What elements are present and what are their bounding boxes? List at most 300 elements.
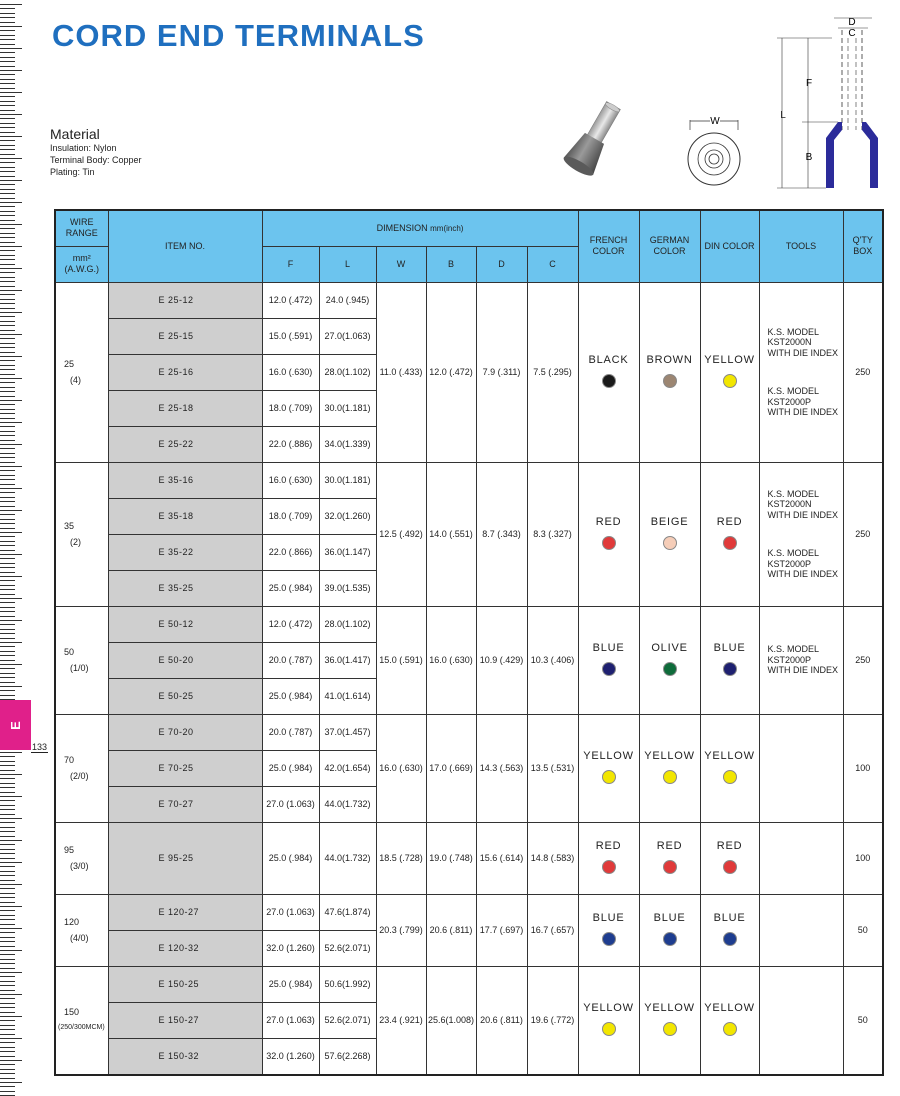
ruler-tick — [0, 822, 15, 823]
ruler-tick — [0, 576, 22, 577]
ruler-tick — [0, 105, 15, 106]
ruler-tick — [0, 690, 15, 691]
ruler-tick — [0, 1069, 15, 1070]
wire-range-cell — [55, 282, 108, 462]
ruler-tick — [0, 158, 22, 159]
ruler-tick — [0, 167, 15, 168]
tools-line: KST2000P — [767, 396, 812, 407]
ruler-tick — [0, 827, 15, 828]
ruler-tick — [0, 378, 22, 379]
ruler-tick — [0, 277, 15, 278]
ruler-tick — [0, 8, 15, 9]
ruler-tick — [0, 299, 15, 300]
ruler-tick — [0, 330, 15, 331]
ruler-tick — [0, 118, 15, 119]
section-tab[interactable] — [0, 700, 31, 750]
ruler-tick — [0, 919, 15, 920]
tools-line: K.S. MODEL — [767, 644, 820, 655]
dim-f: 22.0 (.886) — [262, 426, 319, 462]
dim-w: 12.5 (.492) — [376, 462, 426, 606]
german-color-name: BLUE — [653, 912, 686, 924]
ruler-tick — [0, 602, 15, 603]
c-header: C — [527, 246, 578, 282]
material-block — [50, 126, 142, 178]
ruler-tick — [0, 334, 22, 335]
ruler-tick — [0, 809, 15, 810]
ruler-tick — [0, 888, 15, 889]
ruler-tick — [0, 233, 15, 234]
wire-range-cell — [55, 894, 108, 966]
ruler-tick — [0, 990, 15, 991]
ruler-tick — [0, 660, 15, 661]
wire-range-mm2: 35 — [64, 521, 75, 531]
dim-d: 8.7 (.343) — [476, 462, 527, 606]
german-color-cell — [639, 606, 700, 714]
dim-l: 34.0(1.339) — [319, 426, 376, 462]
dim-l: 44.0(1.732) — [319, 822, 376, 894]
ruler-tick — [0, 308, 15, 309]
ruler-tick — [0, 862, 22, 863]
ruler-tick — [0, 673, 15, 674]
french-color-name: BLUE — [592, 642, 625, 654]
dim-b: 12.0 (.472) — [426, 282, 476, 462]
ruler-tick — [0, 976, 15, 977]
ruler-tick — [0, 356, 22, 357]
din-color-name: YELLOW — [704, 750, 755, 762]
ruler-tick — [0, 787, 15, 788]
german-color-cell — [639, 282, 700, 462]
item-number: E 70-27 — [108, 786, 262, 822]
qty-cell: 250 — [843, 282, 883, 462]
dim-l: 41.0(1.614) — [319, 678, 376, 714]
ruler-tick — [0, 180, 22, 181]
spec-table — [54, 209, 884, 1076]
dim-f: 22.0 (.866) — [262, 534, 319, 570]
ruler-tick — [0, 902, 15, 903]
ruler-tick — [0, 840, 22, 841]
ruler-tick — [0, 814, 15, 815]
tools-line: WITH DIE INDEX — [767, 509, 839, 520]
dim-c: 10.3 (.406) — [527, 606, 578, 714]
wire-range-awg: (1/0) — [70, 663, 89, 673]
din-color-swatch — [723, 374, 737, 388]
ruler-tick — [0, 871, 15, 872]
din-color-name: YELLOW — [704, 354, 755, 366]
ruler-tick — [0, 136, 22, 137]
ruler-tick — [0, 567, 15, 568]
dim-l: 47.6(1.874) — [319, 894, 376, 930]
tools-block — [768, 386, 843, 418]
ruler-tick — [0, 585, 15, 586]
tools-line: KST2000N — [767, 499, 812, 509]
wire-range-cell — [55, 462, 108, 606]
din-color-swatch — [723, 536, 737, 550]
ruler-tick — [0, 272, 15, 273]
ruler-tick — [0, 396, 15, 397]
ruler-tick — [0, 83, 15, 84]
tools-cell — [759, 714, 843, 822]
ruler-tick — [0, 114, 22, 115]
ruler-tick — [0, 176, 15, 177]
ruler-tick — [0, 554, 22, 555]
dim-d: 17.7 (.697) — [476, 894, 527, 966]
dim-d: 15.6 (.614) — [476, 822, 527, 894]
ruler-tick — [0, 224, 22, 225]
ruler-tick — [0, 1051, 15, 1052]
ruler-tick — [0, 642, 22, 643]
french-color-swatch — [602, 860, 616, 874]
dim-d: 20.6 (.811) — [476, 966, 527, 1075]
ruler-tick — [0, 638, 15, 639]
dim-f: 32.0 (1.260) — [262, 1038, 319, 1075]
ruler-tick — [0, 237, 15, 238]
wire-range-awg: (3/0) — [70, 861, 89, 871]
ruler-tick — [0, 897, 15, 898]
item-number: E 25-22 — [108, 426, 262, 462]
ruler-tick — [0, 831, 15, 832]
mm2-label: mm² — [72, 253, 91, 263]
ruler-tick — [0, 413, 15, 414]
din-color-swatch — [723, 1022, 737, 1036]
ruler-tick — [0, 17, 15, 18]
din-color-swatch — [723, 932, 737, 946]
terminal-photo — [552, 100, 634, 182]
ruler-tick — [0, 572, 15, 573]
ruler-tick — [0, 96, 15, 97]
tools-line: K.S. MODEL — [767, 488, 820, 499]
table-row — [55, 462, 883, 498]
ruler-tick — [0, 836, 15, 837]
dim-w: 18.5 (.728) — [376, 822, 426, 894]
ruler-tick — [0, 1034, 15, 1035]
din-color-header: DIN COLOR — [700, 210, 759, 282]
dim-l: 32.0(1.260) — [319, 498, 376, 534]
ruler-tick — [0, 13, 15, 14]
qty-cell: 50 — [843, 966, 883, 1075]
ruler-tick — [0, 858, 15, 859]
ruler-tick — [0, 149, 15, 150]
ruler-tick — [0, 616, 15, 617]
ruler-tick — [0, 286, 15, 287]
din-color-name: BLUE — [713, 912, 746, 924]
ruler-tick — [0, 792, 15, 793]
tools-block — [768, 489, 843, 521]
item-number: E 70-25 — [108, 750, 262, 786]
ruler-tick — [0, 532, 22, 533]
ruler-tick — [0, 800, 15, 801]
french-color-cell — [578, 894, 639, 966]
german-color-swatch — [663, 374, 677, 388]
ruler-tick — [0, 162, 15, 163]
dim-f: 20.0 (.787) — [262, 714, 319, 750]
dim-l: 57.6(2.268) — [319, 1038, 376, 1075]
dim-f: 12.0 (.472) — [262, 282, 319, 318]
end-view-diagram — [682, 112, 748, 188]
ruler-tick — [0, 466, 22, 467]
din-color-name: BLUE — [713, 642, 746, 654]
dim-f: 32.0 (1.260) — [262, 930, 319, 966]
ruler-tick — [0, 756, 15, 757]
dim-l: 36.0(1.417) — [319, 642, 376, 678]
dim-f: 18.0 (.709) — [262, 498, 319, 534]
din-color-name: RED — [716, 840, 743, 852]
w-header: W — [376, 246, 426, 282]
french-color-header: FRENCH COLOR — [578, 210, 639, 282]
german-color-swatch — [663, 770, 677, 784]
ruler-tick — [0, 752, 22, 753]
dim-c: 8.3 (.327) — [527, 462, 578, 606]
ruler-tick — [0, 655, 15, 656]
ruler-tick — [0, 1056, 15, 1057]
ruler-tick — [0, 171, 15, 172]
ruler-tick — [0, 268, 22, 269]
ruler-tick — [0, 761, 15, 762]
din-color-swatch — [723, 860, 737, 874]
ruler-tick — [0, 853, 15, 854]
item-number: E 25-16 — [108, 354, 262, 390]
ruler-tick — [0, 778, 15, 779]
tools-cell — [759, 606, 843, 714]
dim-f: 25.0 (.984) — [262, 678, 319, 714]
dimension-unit: mm(inch) — [430, 223, 464, 233]
wire-range-label: WIRE RANGE — [65, 217, 98, 239]
ruler-tick — [0, 215, 15, 216]
item-number: E 35-16 — [108, 462, 262, 498]
din-color-name: YELLOW — [704, 1002, 755, 1014]
item-number: E 95-25 — [108, 822, 262, 894]
ruler-tick — [0, 347, 15, 348]
ruler-tick — [0, 488, 22, 489]
dim-f: 25.0 (.984) — [262, 750, 319, 786]
dim-d: 7.9 (.311) — [476, 282, 527, 462]
ruler-tick — [0, 981, 15, 982]
ruler-tick — [0, 123, 15, 124]
ruler-tick — [0, 101, 15, 102]
table-row — [55, 966, 883, 1002]
table-row — [55, 606, 883, 642]
ruler-tick — [0, 39, 15, 40]
b-label: B — [805, 152, 813, 163]
ruler-tick — [0, 1012, 15, 1013]
table-row — [55, 282, 883, 318]
german-color-swatch — [663, 536, 677, 550]
ruler-tick — [0, 1091, 15, 1092]
ruler-tick — [0, 580, 15, 581]
ruler-tick — [0, 1042, 15, 1043]
material-line: Insulation: Nylon — [50, 143, 117, 153]
ruler-tick — [0, 220, 15, 221]
ruler-tick — [0, 484, 15, 485]
ruler-tick — [0, 110, 15, 111]
dimension-label: DIMENSION — [376, 222, 428, 233]
ruler-tick — [0, 880, 15, 881]
dim-f: 27.0 (1.063) — [262, 786, 319, 822]
german-color-cell — [639, 714, 700, 822]
ruler-tick — [0, 312, 22, 313]
din-color-cell — [700, 822, 759, 894]
dim-l: 39.0(1.535) — [319, 570, 376, 606]
dim-l: 30.0(1.181) — [319, 390, 376, 426]
french-color-swatch — [602, 374, 616, 388]
ruler-tick — [0, 523, 15, 524]
german-color-cell — [639, 894, 700, 966]
din-color-cell — [700, 462, 759, 606]
wire-range-mm2: 120 — [64, 917, 80, 927]
ruler-tick — [0, 193, 15, 194]
table-row — [55, 894, 883, 930]
ruler-tick — [0, 950, 22, 951]
dim-w: 20.3 (.799) — [376, 894, 426, 966]
dim-l: 52.6(2.071) — [319, 1002, 376, 1038]
dim-b: 14.0 (.551) — [426, 462, 476, 606]
ruler-tick — [0, 774, 22, 775]
item-number: E 25-18 — [108, 390, 262, 426]
french-color-name: YELLOW — [583, 1002, 634, 1014]
tools-cell — [759, 282, 843, 462]
b-header: B — [426, 246, 476, 282]
french-color-cell — [578, 966, 639, 1075]
french-color-cell — [578, 822, 639, 894]
dim-c: 13.5 (.531) — [527, 714, 578, 822]
ruler-tick — [0, 189, 15, 190]
c-label: C — [848, 28, 856, 39]
ruler-tick — [0, 968, 15, 969]
german-color-name: YELLOW — [644, 1002, 695, 1014]
ruler-tick — [0, 682, 15, 683]
dim-f: 16.0 (.630) — [262, 462, 319, 498]
ruler-tick — [0, 1073, 15, 1074]
tools-line: KST2000N — [767, 337, 812, 347]
wire-range-mm2: 150 — [64, 1007, 80, 1017]
ruler-tick — [0, 61, 15, 62]
ruler-tick — [0, 492, 15, 493]
ruler-tick — [0, 893, 15, 894]
ruler-tick — [0, 954, 15, 955]
dim-f: 25.0 (.984) — [262, 966, 319, 1002]
tools-block — [768, 644, 843, 676]
ruler-tick — [0, 844, 15, 845]
dim-l: 36.0(1.147) — [319, 534, 376, 570]
french-color-name: BLACK — [588, 354, 629, 366]
dim-b: 19.0 (.748) — [426, 822, 476, 894]
awg-label: (A.W.G.) — [64, 264, 99, 274]
ruler-tick — [0, 211, 15, 212]
tools-line: K.S. MODEL — [767, 548, 820, 558]
ruler-tick — [0, 74, 15, 75]
ruler-tick — [0, 536, 15, 537]
german-color-swatch — [663, 932, 677, 946]
ruler-tick — [0, 264, 15, 265]
ruler-tick — [0, 884, 22, 885]
ruler-tick — [0, 435, 15, 436]
german-color-name: BROWN — [646, 354, 693, 366]
ruler-tick — [0, 360, 15, 361]
tools-header: TOOLS — [759, 210, 843, 282]
ruler-tick — [0, 1064, 15, 1065]
wire-range-mm2: 50 — [64, 647, 75, 657]
tools-line: WITH DIE INDEX — [767, 665, 839, 676]
dim-c: 7.5 (.295) — [527, 282, 578, 462]
german-color-header: GERMAN COLOR — [639, 210, 700, 282]
ruler-tick — [0, 35, 15, 36]
ruler-tick — [0, 514, 15, 515]
tools-block — [768, 327, 843, 359]
dim-d: 10.9 (.429) — [476, 606, 527, 714]
german-color-swatch — [663, 1022, 677, 1036]
ruler-tick — [0, 994, 22, 995]
wire-range-cell — [55, 714, 108, 822]
ruler-tick — [0, 501, 15, 502]
item-number: E 150-32 — [108, 1038, 262, 1075]
ruler-tick — [0, 440, 15, 441]
item-number: E 50-20 — [108, 642, 262, 678]
ruler-tick — [0, 70, 22, 71]
din-color-swatch — [723, 662, 737, 676]
ruler-tick — [0, 998, 15, 999]
ruler-tick — [0, 620, 22, 621]
ruler-tick — [0, 686, 22, 687]
ruler-tick — [0, 594, 15, 595]
ruler-tick — [0, 343, 15, 344]
ruler-tick — [0, 255, 15, 256]
tools-line: K.S. MODEL — [767, 386, 820, 396]
ruler-tick — [0, 849, 15, 850]
item-number: E 120-32 — [108, 930, 262, 966]
ruler-tick — [0, 1003, 15, 1004]
item-number: E 35-25 — [108, 570, 262, 606]
ruler-tick — [0, 770, 15, 771]
ruler-tick — [0, 550, 15, 551]
french-color-swatch — [602, 662, 616, 676]
d-label: D — [848, 17, 856, 28]
dim-f: 25.0 (.984) — [262, 822, 319, 894]
ruler-tick — [0, 629, 15, 630]
ruler-tick — [0, 1038, 22, 1039]
ruler-tick — [0, 589, 15, 590]
d-header: D — [476, 246, 527, 282]
wire-range-cell — [55, 966, 108, 1075]
tools-block — [768, 548, 843, 580]
wire-range-awg: (4) — [70, 375, 81, 385]
wire-range-cell — [55, 606, 108, 714]
ruler-tick — [0, 92, 22, 93]
ruler-tick — [0, 1020, 15, 1021]
dim-f: 12.0 (.472) — [262, 606, 319, 642]
ruler-tick — [0, 563, 15, 564]
ruler-tick — [0, 932, 15, 933]
french-color-name: RED — [595, 840, 622, 852]
ruler-tick — [0, 506, 15, 507]
ruler-tick — [0, 470, 15, 471]
l-label: L — [780, 110, 786, 121]
ruler-tick — [0, 453, 15, 454]
ruler-tick — [0, 1060, 22, 1061]
ruler-tick — [0, 57, 15, 58]
ruler-tick — [0, 422, 22, 423]
ruler-tick — [0, 444, 22, 445]
ruler-tick — [0, 941, 15, 942]
ruler-tick — [0, 79, 15, 80]
dim-l: 50.6(1.992) — [319, 966, 376, 1002]
ruler-tick — [0, 22, 15, 23]
ruler-tick — [0, 462, 15, 463]
ruler-tick — [0, 44, 15, 45]
wire-range-awg: (4/0) — [70, 933, 89, 943]
qty-cell: 100 — [843, 822, 883, 894]
ruler-tick — [0, 519, 15, 520]
ruler-tick — [0, 387, 15, 388]
ruler-tick — [0, 607, 15, 608]
